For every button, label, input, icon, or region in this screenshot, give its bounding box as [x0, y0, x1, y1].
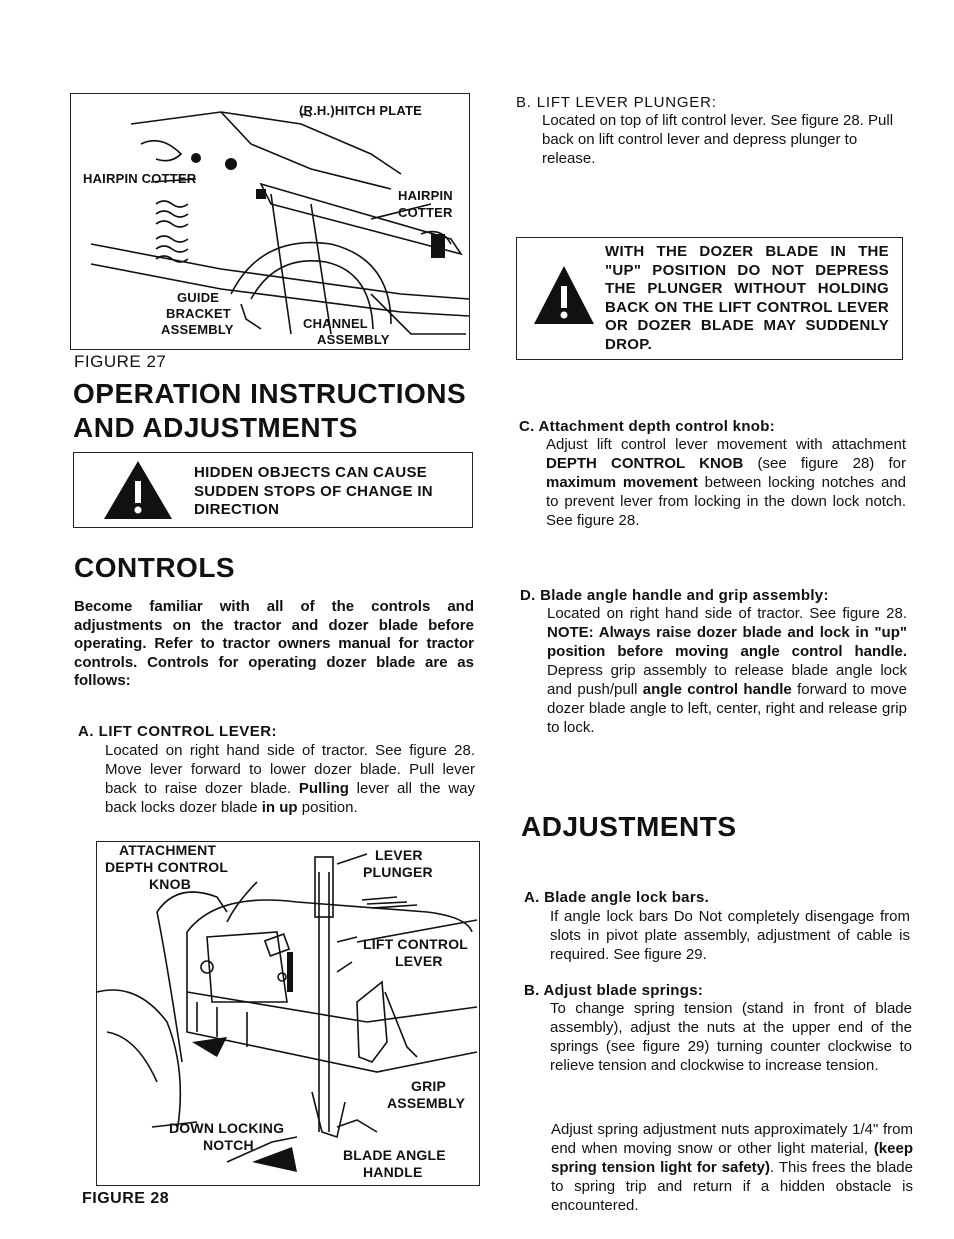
adjustments-b-body: To change spring tension (stand in front of blade assembly), adjust the nuts at the upper end of the springs (see figure 29) turning counter clockwise to relieve tension and clockwise to increase tension. — [550, 1000, 912, 1074]
controls-b-heading: B. LIFT LEVER PLUNGER: — [516, 94, 717, 111]
label-lever-2: PLUNGER — [363, 864, 433, 880]
controls-d-body-4: angle control handle — [642, 681, 792, 698]
warning-plunger-text: WITH THE DOZER BLADE IN THE "UP" POSITION DO NOT DEPRESS THE PLUNGER WITHOUT HOLDING BACK ON THE LIFT CONTROL LEVER OR DOZER BLADE MAY SUDDENLY DROP. — [605, 243, 889, 353]
figure-28 — [96, 841, 480, 1186]
label-lift-control-2: LEVER — [395, 953, 443, 969]
controls-c-body-1: Adjust lift control lever movement with attachment — [546, 436, 906, 453]
adjustments-p2-5: . This frees the blade to spring trip and return if a hidden obstacle is encountered. — [551, 1159, 913, 1214]
label-down-locking-1: DOWN LOCKING — [169, 1120, 285, 1136]
label-hitch-plate: (R.H.)HITCH PLATE — [299, 103, 423, 118]
warning-hidden-objects-text: HIDDEN OBJECTS CAN CAUSE SUDDEN STOPS OF CHANGE IN DIRECTION — [194, 464, 433, 518]
adjustments-title: ADJUSTMENTS — [521, 811, 737, 842]
figure-27-caption: FIGURE 27 — [74, 352, 167, 371]
adjustments-p2-2: 1/4" — [852, 1121, 879, 1138]
controls-c-body-4: maximum movement — [546, 474, 698, 491]
controls-a-heading: A. LIFT CONTROL LEVER: — [78, 723, 278, 740]
adjustments-a-body: If angle lock bars Do Not completely disengage from slots in pivot plate assembly, adjustment of cable is required. See figure 29. — [550, 908, 910, 963]
label-guide-2: BRACKET — [166, 306, 231, 321]
operation-title-line1: OPERATION INSTRUCTIONS — [73, 378, 467, 409]
label-attachment-2: DEPTH CONTROL — [105, 859, 229, 875]
controls-c-heading: C. Attachment depth control knob: — [519, 418, 776, 435]
controls-a-body-2: Pulling — [298, 780, 349, 797]
controls-intro: Become familiar with all of the controls and adjustments on the tractor and dozer blade before operating. Refer to tractor owners manual for tractor controls. Controls for operating dozer blade are as follows: — [74, 598, 474, 689]
label-hairpin-right-1: HAIRPIN — [398, 188, 453, 203]
controls-d-body-3: Depress grip assembly to release blade angle lock and push/pull — [547, 662, 907, 698]
controls-d-body-2: NOTE: Always raise dozer blade and lock in "up" position before moving angle control handle. — [547, 624, 907, 660]
label-blade-angle-2: HANDLE — [363, 1164, 423, 1180]
controls-a-body — [105, 741, 475, 817]
label-grip-1: GRIP — [411, 1078, 447, 1094]
controls-c-body-2: DEPTH CONTROL KNOB — [546, 455, 744, 472]
figure-28-drawing — [97, 842, 479, 1185]
figure-27-drawing — [71, 94, 469, 349]
controls-d-heading: D. Blade angle handle and grip assembly: — [520, 587, 829, 604]
label-guide-3: ASSEMBLY — [161, 322, 234, 337]
controls-a-body-4: in up — [261, 799, 298, 816]
adjustments-paragraph — [551, 1120, 913, 1215]
adjustments-a-heading: A. Blade angle lock bars. — [524, 889, 710, 906]
warning-icon — [102, 459, 174, 521]
label-channel-1: CHANNEL — [303, 316, 368, 331]
label-lift-control-1: LIFT CONTROL — [363, 936, 469, 952]
controls-a-body-1: Located on right hand side of tractor. See figure 28. Move lever forward to lower dozer blade. Pull lever back to raise dozer blade. — [105, 742, 475, 797]
controls-c-body-3: (see figure 28) for — [743, 455, 906, 472]
warning-plunger — [516, 237, 903, 360]
adjustments-b-heading: B. Adjust blade springs: — [524, 982, 704, 999]
controls-b-body: Located on top of lift control lever. See figure 28. Pull back on lift control lever and depress plunger to release. — [542, 112, 894, 167]
label-grip-2: ASSEMBLY — [387, 1095, 466, 1111]
controls-d-body-5: forward to move dozer blade angle to left, center, right and release grip to lock. — [547, 681, 907, 736]
adjustments-p2-1: Adjust spring adjustment nuts approximately — [551, 1121, 853, 1138]
controls-d-body-1: Located on right hand side of tractor. See figure 28. — [547, 605, 907, 622]
controls-a-body-3: lever all the way back locks dozer blade — [105, 780, 475, 816]
adjustments-p2-3: from end when moving snow or other light material, — [551, 1121, 914, 1157]
label-attachment-1: ATTACHMENT — [119, 842, 217, 858]
label-attachment-3: KNOB — [149, 876, 192, 892]
controls-a-body-5: position. — [297, 799, 358, 816]
label-lever-1: LEVER — [375, 847, 423, 863]
figure-27 — [70, 93, 470, 350]
operation-title-line2: AND ADJUSTMENTS — [73, 412, 358, 443]
controls-c-body-5: between locking notches and to prevent lever from locking in the down lock notch. See figure 28. — [546, 474, 907, 529]
figure-28-caption: FIGURE 28 — [82, 1190, 170, 1207]
warning-icon-2 — [532, 264, 596, 326]
label-blade-angle-1: BLADE ANGLE — [343, 1147, 446, 1163]
controls-d-body — [547, 604, 907, 737]
label-channel-2: ASSEMBLY — [317, 332, 390, 347]
label-down-locking-2: NOTCH — [203, 1137, 254, 1153]
controls-c-body — [546, 435, 906, 530]
controls-title: CONTROLS — [74, 552, 236, 583]
label-guide-1: GUIDE — [177, 290, 220, 305]
label-hairpin-cotter-left: HAIRPIN COTTER — [83, 171, 197, 186]
adjustments-p2-4: (keep spring tension light for safety) — [551, 1140, 913, 1176]
warning-hidden-objects — [73, 452, 473, 528]
label-hairpin-right-2: COTTER — [398, 205, 453, 220]
